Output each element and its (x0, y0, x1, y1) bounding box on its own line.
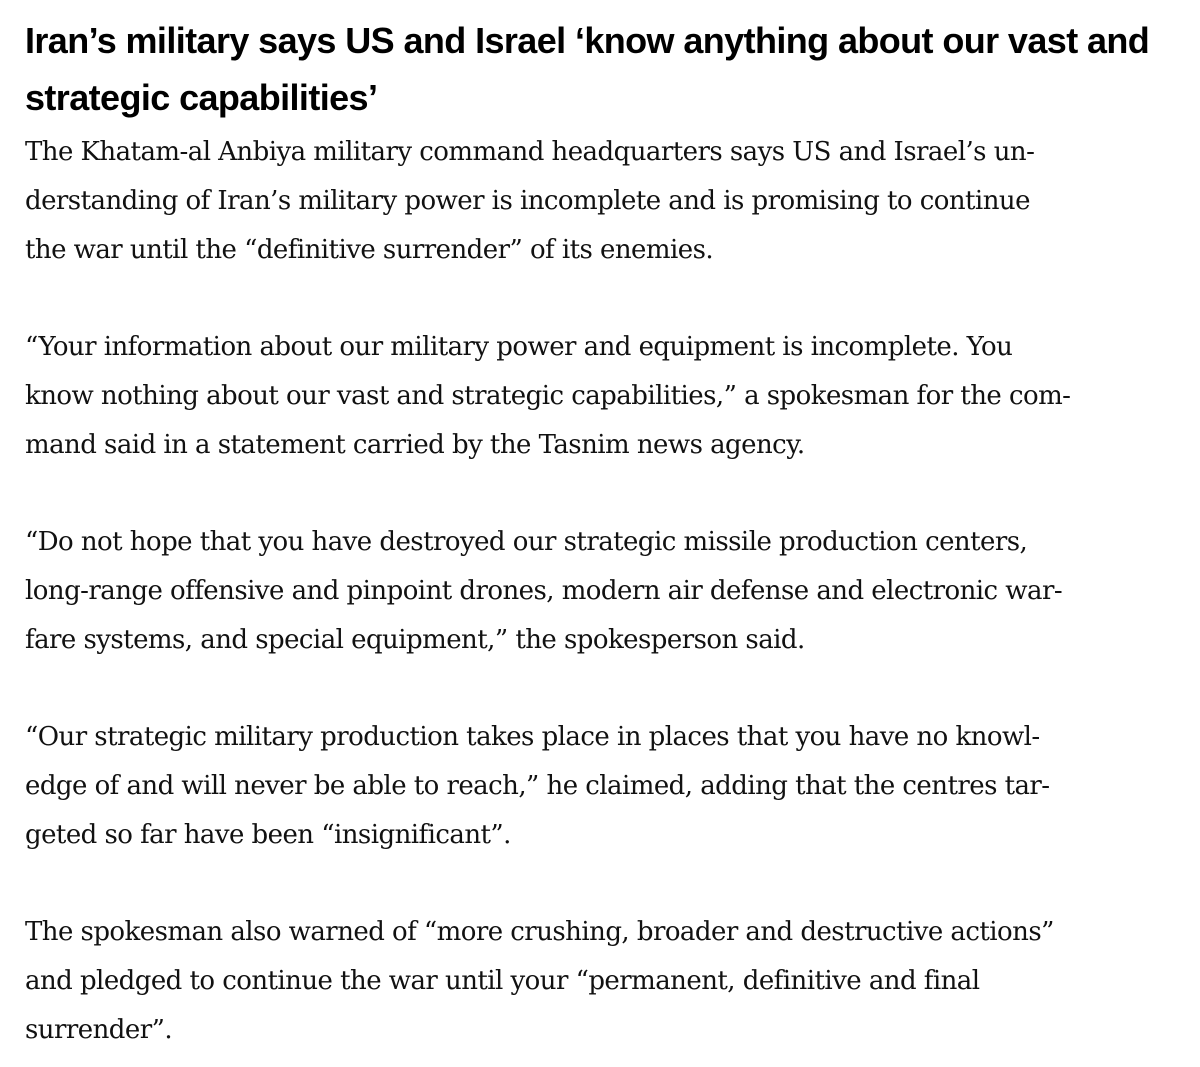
paragraph-line: “Your information about our military power and equipment is incomplete. You (25, 332, 1013, 362)
article-headline (25, 12, 1200, 126)
news-article (25, 12, 1200, 1055)
paragraph-line: surrender”. (25, 1015, 173, 1045)
headline-line: strategic capabilities’ (25, 77, 378, 118)
article-paragraph-5 (25, 908, 1200, 1055)
paragraph-line: “Do not hope that you have destroyed our strategic missile production centers, (25, 527, 1028, 557)
paragraph-line: The spokesman also warned of “more crushing, broader and destructive actions” (25, 917, 1054, 947)
paragraph-line: edge of and will never be able to reach,” he claimed, adding that the centres tar- (25, 771, 1050, 801)
paragraph-line: know nothing about our vast and strategic capabilities,” a spokesman for the com- (25, 381, 1071, 411)
article-paragraph-1 (25, 128, 1200, 275)
paragraph-line: The Khatam-al Anbiya military command headquarters says US and Israel’s un- (25, 137, 1035, 167)
headline-line: Iran’s military says US and Israel ‘know anything about our vast and (25, 20, 1150, 61)
paragraph-line: fare systems, and special equipment,” the spokesperson said. (25, 625, 805, 655)
paragraph-line: derstanding of Iran’s military power is incomplete and is promising to continue (25, 186, 1030, 216)
paragraph-line: geted so far have been “insignificant”. (25, 820, 511, 850)
paragraph-line: mand said in a statement carried by the Tasnim news agency. (25, 430, 805, 460)
paragraph-line: “Our strategic military production takes place in places that you have no knowl- (25, 722, 1040, 752)
article-paragraph-3 (25, 518, 1200, 665)
paragraph-line: and pledged to continue the war until your “permanent, definitive and final (25, 966, 980, 996)
paragraph-line: long-range offensive and pinpoint drones, modern air defense and electronic war- (25, 576, 1063, 606)
article-paragraph-4 (25, 713, 1200, 860)
article-paragraph-2 (25, 323, 1200, 470)
paragraph-line: the war until the “definitive surrender” of its enemies. (25, 235, 714, 265)
